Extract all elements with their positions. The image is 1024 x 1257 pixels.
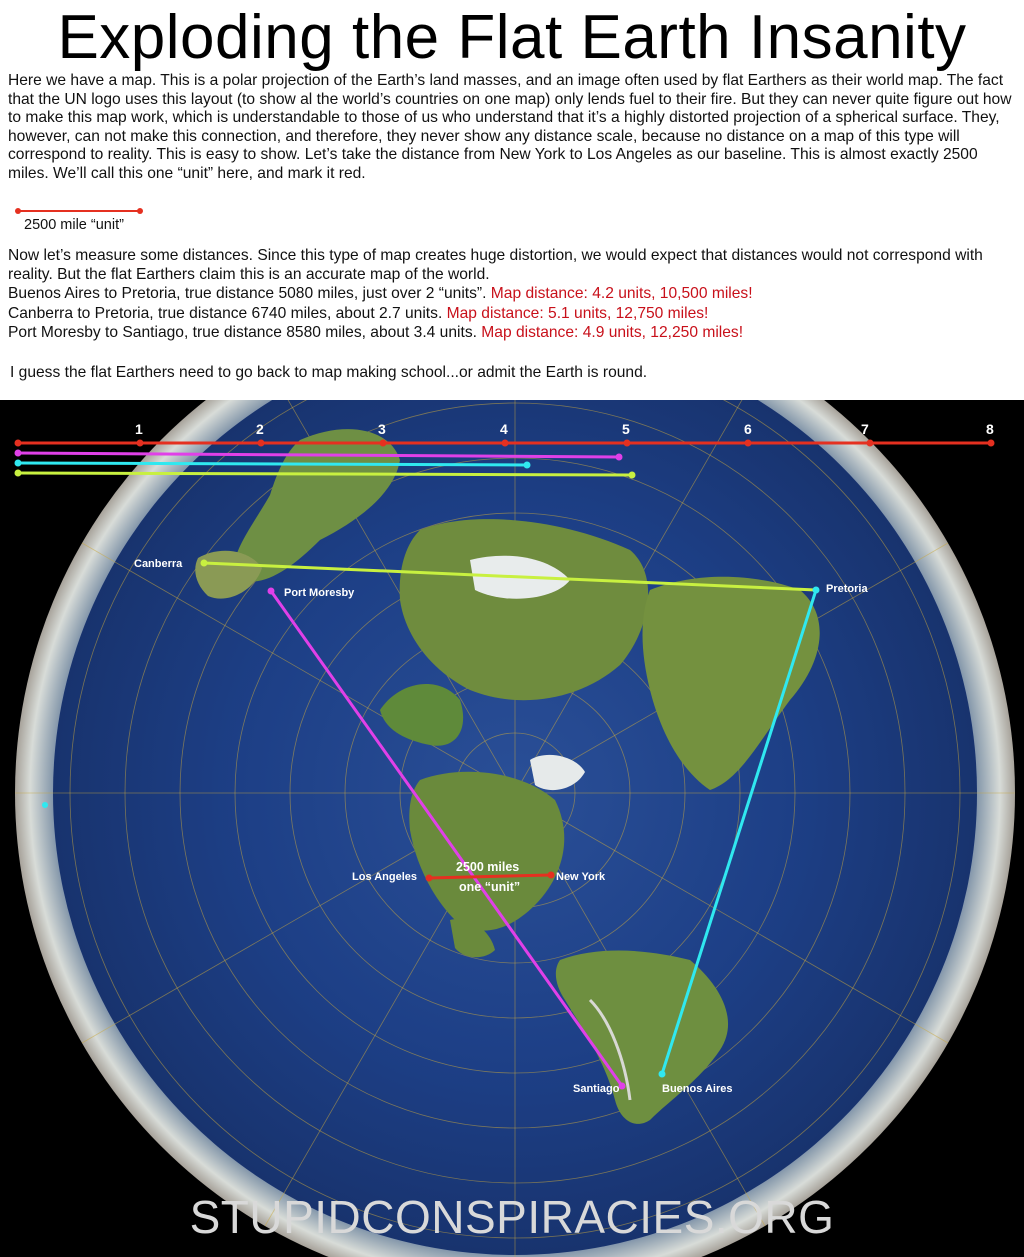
scale-number-8: 8 xyxy=(986,421,994,437)
unit-legend-dot-start xyxy=(15,208,21,214)
santiago-dot xyxy=(619,1083,626,1090)
canberra-dot xyxy=(201,560,208,567)
measurement-map-distance: Map distance: 4.9 units, 12,250 miles! xyxy=(481,323,744,341)
baseline-label-miles: 2500 miles xyxy=(456,860,520,874)
flat-earth-map xyxy=(0,400,1024,1257)
canberra-pretoria-scale-line xyxy=(18,473,632,475)
measurement-row xyxy=(8,284,1022,303)
unit-legend-line xyxy=(18,210,140,212)
stray-dot xyxy=(42,802,48,808)
measurement-map-distance: Map distance: 4.2 units, 10,500 miles! xyxy=(490,285,753,303)
pretoria-label: Pretoria xyxy=(826,583,868,595)
los-angeles-dot xyxy=(426,875,433,882)
scale-number-1: 1 xyxy=(135,421,143,437)
buenos-aires-pretoria-scale-line xyxy=(18,463,527,465)
measurement-text: Buenos Aires to Pretoria, true distance 5080 miles, just over 2 “units”. xyxy=(8,285,491,303)
scale-number-3: 3 xyxy=(378,421,386,437)
page-title: Exploding the Flat Earth Insanity xyxy=(57,3,967,72)
measurement-map-distance: Map distance: 5.1 units, 12,750 miles! xyxy=(446,304,709,322)
scale-number-5: 5 xyxy=(622,421,630,437)
scale-number-6: 6 xyxy=(744,421,752,437)
new-york-label: New York xyxy=(556,871,606,883)
measurements-block xyxy=(8,246,1022,342)
buenos-aires-dot xyxy=(659,1071,666,1078)
port-moresby-dot xyxy=(268,588,275,595)
los-angeles-label: Los Angeles xyxy=(352,871,417,883)
closing-text: I guess the flat Earthers need to go back to map making school...or admit the Earth is round. xyxy=(10,364,648,381)
buenos-aires-label: Buenos Aires xyxy=(662,1083,733,1095)
measurement-row xyxy=(8,304,1022,323)
santiago-label: Santiago xyxy=(573,1083,620,1095)
baseline-label-unit: one “unit” xyxy=(459,880,521,894)
new-york-dot xyxy=(548,872,555,879)
port-moresby-label: Port Moresby xyxy=(284,587,355,599)
scale-number-4: 4 xyxy=(500,421,508,437)
canberra-label: Canberra xyxy=(134,558,183,570)
site-footer: STUPIDCONSPIRACIES.ORG xyxy=(189,1191,835,1243)
measure-intro: Now let’s measure some distances. Since this type of map creates huge distortion, we would expect that distances would not correspond with reality. But the flat Earthers claim this is an accurate map of the world. xyxy=(8,247,983,284)
measurement-text: Canberra to Pretoria, true distance 6740 miles, about 2.7 units. xyxy=(8,304,447,322)
unit-legend xyxy=(14,204,154,238)
measurement-text: Port Moresby to Santiago, true distance 8580 miles, about 3.4 units. xyxy=(8,323,482,341)
unit-legend-dot-end xyxy=(137,208,143,214)
scale-number-2: 2 xyxy=(256,421,264,437)
unit-legend-label: 2500 mile “unit” xyxy=(24,217,124,233)
pretoria-dot xyxy=(813,587,820,594)
scale-number-7: 7 xyxy=(861,421,869,437)
measurement-row xyxy=(8,323,1022,342)
intro-paragraph: Here we have a map. This is a polar projection of the Earth’s land masses, and an image often used by flat Earthers as their world map. The fact that the UN logo uses this layout (to show al the world’s countries on one map) only lends fuel to their fire. But they can never quite figure out how to make this map work, which is understandable to those of us who understand that it’s a highly distorted projection of a spherical surface. They, however, can not make this connection, and therefore, they never show any distance scale, because no distance on a map of this type will correspond to reality. This is easy to show. Let’s take the distance from New York to Los Angeles as our baseline. This is almost exactly 2500 miles. We’ll call this one “unit” here, and mark it red. xyxy=(8,72,1012,182)
map-svg xyxy=(0,400,1024,1257)
